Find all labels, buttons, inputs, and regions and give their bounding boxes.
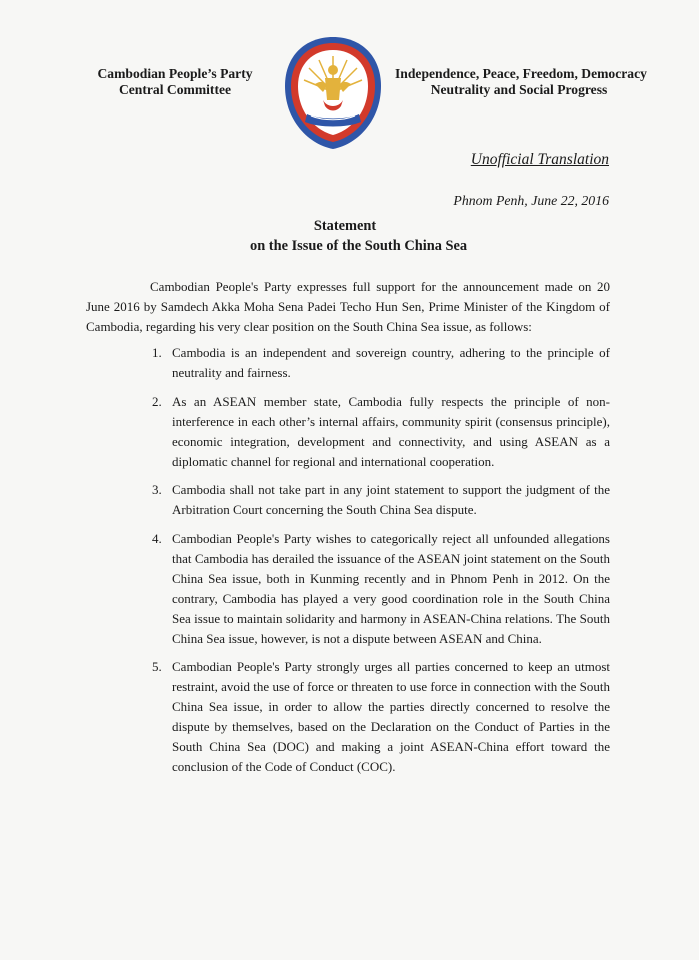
list-item-number: 5. [152, 659, 162, 674]
list-item [86, 657, 610, 777]
list-item-number: 3. [152, 482, 162, 497]
title-line-1: Statement [313, 218, 377, 234]
cpp-emblem-icon [279, 34, 387, 152]
list-item-text: Cambodia shall not take part in any joint statement to support the judgment of the Arbitration Court concerning the South China Sea dispute. [172, 482, 610, 517]
motto-line-2: Neutrality and Social Progress [430, 82, 608, 97]
list-item-number: 2. [152, 394, 162, 409]
party-name: Cambodian People’s Party [97, 66, 253, 81]
statement-points-list [86, 343, 610, 777]
list-item [86, 392, 610, 472]
title-line-2: on the Issue of the South China Sea [250, 238, 468, 254]
unofficial-translation-label: Unofficial Translation [470, 151, 609, 168]
list-item [86, 529, 610, 649]
committee-name: Central Committee [118, 82, 232, 97]
list-item-number: 4. [152, 531, 162, 546]
intro-paragraph: Cambodian People's Party expresses full support for the announcement made on 20 June 2016 by Samdech Akka Moha Sena Padei Techo Hun Sen, Prime Minister of the Kingdom of Cambodia, regarding his very clear position on the South China Sea issue, as follows: [86, 279, 610, 334]
party-name-block [70, 66, 280, 98]
national-motto-block [395, 66, 647, 98]
list-item-number: 1. [152, 345, 162, 360]
list-item-text: Cambodia is an independent and sovereign country, adhering to the principle of neutrality and fairness. [172, 345, 610, 380]
list-item-text: Cambodian People's Party wishes to categorically reject all unfounded allegations that Cambodia has derailed the issuance of the ASEAN joint statement on the South China Sea issue, both in Kunming recently and in Phnom Penh in 2012. On the contrary, Cambodia has played a very good coordination role in the South China Sea issue to maintain solidarity and harmony in ASEAN-China relations. The South China Sea issue, however, is not a dispute between ASEAN and China. [172, 531, 610, 646]
dateline: Phnom Penh, June 22, 2016 [453, 193, 609, 208]
list-item-text: Cambodian People's Party strongly urges all parties concerned to keep an utmost restraint, avoid the use of force or threaten to use force in connection with the South China Sea issue, in order to allow the parties directly concerned to resolve the dispute by themselves, based on the Declaration on the Conduct of Parties in the South China Sea (DOC) and making a joint ASEAN-China effort toward the conclusion of the Code of Conduct (COC). [172, 659, 610, 774]
statement-title [250, 216, 468, 256]
list-item [86, 343, 610, 383]
list-item [86, 480, 610, 520]
list-item-text: As an ASEAN member state, Cambodia fully respects the principle of non-interference in each other’s internal affairs, community spirit (consensus principle), economic integration, development and connectivity, and using ASEAN as a diplomatic channel for regional and international cooperation. [172, 394, 610, 469]
motto-line-1: Independence, Peace, Freedom, Democracy [395, 66, 647, 81]
